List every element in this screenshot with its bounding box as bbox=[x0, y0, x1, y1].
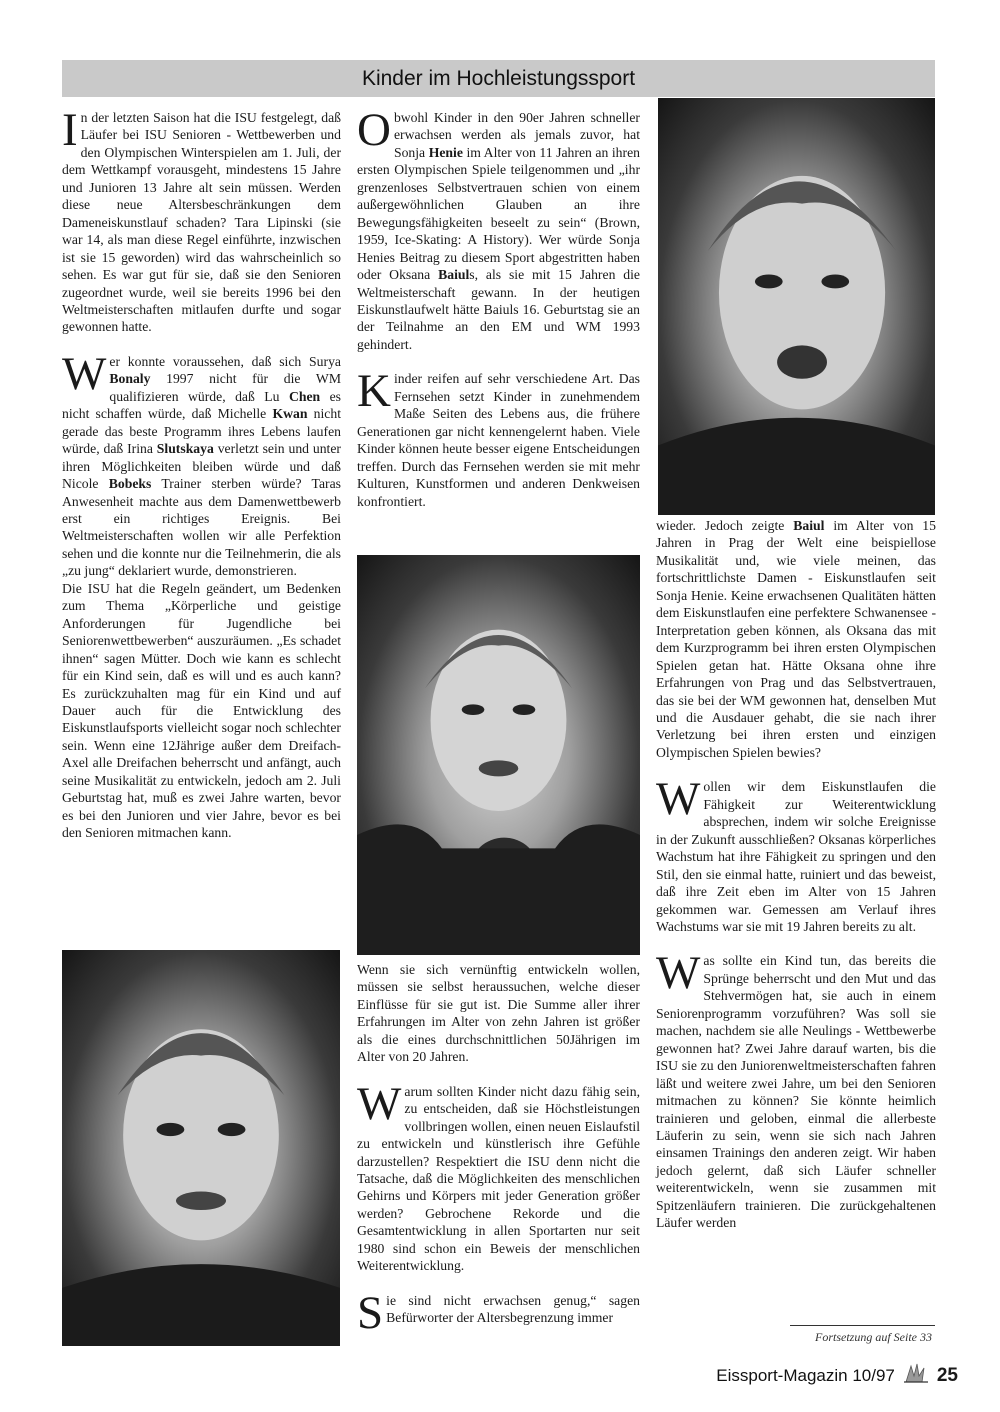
bold-name: Kwan bbox=[272, 406, 308, 422]
drop-cap: O bbox=[357, 104, 391, 156]
text-run: n der letzten Saison hat die ISU festgelegt, daß Läufer bei ISU Senioren - Wettbewerben und den Olympischen Winterspielen am 1. Juli, der dem Wettkampf vorausgeht, mindestens 15 Jahre und Junioren 13 Jahre alt sein müssen. Werden diese neue Altersbeschränkungen dem Dameneiskunstlauf schaden? Tara Lipinski (sie war 14, als man diese Regel einführte, inzwischen ist sie 15 geworden) wird das wahrscheinlich so sehen. Es war gut für sie, daß sie den Senioren zugeordnet wurde, weil sie bereits 1996 bei den Weltmeisterschaften mitlaufen durfte und sogar gewonnen hatte. bbox=[62, 110, 341, 335]
bold-name: Henie bbox=[428, 144, 463, 160]
continuation-note: Fortsetzung auf Seite 33 bbox=[815, 1330, 932, 1344]
text-run: s, als sie mit 15 Jahren die Weltmeisterschaft gewann. In der heutigen Eiskunstlaufwelt hätte Baiuls 16. Geburtstag sie an der Teilnahme an den EM und WM 1993 gehindert. bbox=[357, 267, 640, 352]
drop-cap: W bbox=[357, 1077, 402, 1130]
text-run: Die ISU hat die Regeln geändert, um Bedenken zum Thema „Körperliche und geistige Anforderungen für Jugendliche bei Seniorenwettbewerben“ auszuräumen. „Es schadet ihnen“ sagen Mütter. Doch wie kann es schlecht für ein Kind sein, daß es will und es auch kann? Es zurückzuhalten mag für ein Kind und auf Dauer auch für die Entwicklung des Eiskunstlaufsports vielleicht sogar noch schlechter sein. Wenn eine 12Jährige außer dem Dreifach-Axel alle Dreifachen beherrscht und anfängt, auch seine Musikalität zu entwickeln, jedoch am 2. Juli Geburtstag hat, muß es zwei Jahre warten, bevor es bei den Junioren und vier Jahre, bevor es bei den Senioren mitmachen kann. bbox=[62, 580, 341, 841]
text-run: verletzt sein und unter ihren Möglichkeiten bleiben würde und daß Nicole bbox=[62, 441, 341, 492]
paragraph bbox=[62, 580, 341, 842]
paragraph bbox=[656, 773, 936, 935]
text-run: wieder. Jedoch zeigte bbox=[656, 518, 794, 533]
drop-cap: W bbox=[656, 773, 701, 826]
article-title: Kinder im Hochleistungssport bbox=[361, 66, 636, 90]
drop-cap: W bbox=[656, 947, 701, 1000]
paragraph bbox=[357, 961, 640, 1066]
text-run: inder reifen auf sehr verschiedene Art. Das Fernsehen setzt Kinder in zunehmendem Maße Seiten des Lebens aus, die frühere Generationen gar nicht kennengelernt haben. Viele Kinder können heute besser eigene Entscheidungen treffen. Durch das Fernsehen werden sie mit mehr Kulturen, Kunstformen und anderen Denkweisen konfrontiert. bbox=[357, 371, 640, 509]
paragraph bbox=[656, 517, 936, 761]
page-footer bbox=[716, 1362, 958, 1389]
bold-name: Chen bbox=[288, 388, 321, 404]
paragraph bbox=[62, 347, 342, 580]
magazine-issue: Eissport-Magazin 10/97 bbox=[716, 1365, 895, 1385]
drop-cap: K bbox=[357, 365, 391, 418]
text-run: bwohl Kinder in den 90er Jahren schneller erwachsen werden als jemals zuvor, hat Sonja bbox=[393, 110, 640, 160]
text-run: arum sollten Kinder nicht dazu fähig sein, zu entscheiden, daß sie Höchstleistungen vollbringen wollen, einen neuen Eislaufstil zu entwickeln und künstlerisch ihre Gefühle darzustellen? Respektiert die ISU denn nicht die Tatsache, daß die Möglichkeiten des menschlichen Gehirns und Körpers mit jeder Generation größer werden? Gebrochene Rekorde und die Gesamtentwicklung in allen Sportarten nur seit 1980 sind schon ein Beweis der menschlichen Weiterentwicklung. bbox=[357, 1083, 640, 1274]
text-run: ollen wir dem Eiskunstlaufen die Fähigkeit zur Weiterentwicklung absprechen, indem wir solche Ereignisse in der Zukunft ausschließen? Oksanas körperliches Wachstum hat ihre Fähigkeit zu springen und den Stil, den sie einmal hatte, ruiniert und das beweist, daß ihre Zeit eben im Alter von 15 Jahren gekommen war. Gemessen am Verlauf ihres Wachstums war sie mit 19 Jahren bereits zu alt. bbox=[656, 779, 936, 934]
drop-cap: S bbox=[357, 1286, 384, 1339]
skate-logo-icon bbox=[903, 1362, 929, 1389]
skater-portrait-photo-center bbox=[357, 555, 640, 955]
paragraph bbox=[357, 1077, 640, 1275]
column-1-text bbox=[62, 104, 342, 859]
text-run: 1997 nicht für die WM qualifizieren würde, daß Lu bbox=[109, 371, 341, 404]
text-run: ie sind nicht erwachsen genug,“ sagen Befürworter der Altersbegrenzung immer bbox=[386, 1292, 640, 1326]
continuation-rule bbox=[790, 1325, 935, 1326]
text-run: Trainer sterben würde? Taras Anwesenheit machte aus dem Damenwettbewerb erst ein richtiges Ereignis. Bei Weltmeisterschaften wollen wir alle Perfektion sehen und die konnte nur die Teilnehmerin, die als „zu jung“ deklariert wurde, demonstrieren. bbox=[62, 476, 341, 579]
skater-portrait-photo-top-right bbox=[658, 98, 935, 515]
paragraph bbox=[62, 104, 341, 336]
bold-name: Bonaly bbox=[109, 371, 151, 387]
text-run: es nicht schaffen würde, daß Michelle bbox=[62, 388, 341, 422]
bold-name: Bobeks bbox=[108, 476, 152, 492]
text-run: as sollte ein Kind tun, das bereits die Sprünge beherrscht und den Mut und das Stehvermögen hat, sie auch in einem Seniorenprogramm vorzuführen? Was soll sie machen, nachdem sie alle Neulings - Wettbewerbe gewonnen hat? Zwei Jahre darauf warten, bis die ISU sie zu den Juniorenweltmeisterschaften fahren läßt und weitere zwei Jahre, um bei den Senioren mitmachen zu können? Sie könnte heimlich trainieren und geloben, einmal die allerbeste Läuferin zu sein, wenn sie sich nach Jahren einsamen Trainings den anderen zeigt. Wir haben jedoch gelernt, daß sich Läufer schneller weiterentwickeln, wenn sie zusammen mit Spitzenläufern trainieren. Die zurückgehaltenen Läufer werden bbox=[656, 953, 936, 1231]
paragraph bbox=[357, 104, 640, 353]
drop-cap: I bbox=[62, 104, 78, 156]
text-run: er konnte voraussehen, daß sich Surya bbox=[109, 353, 341, 369]
bold-name: Baiul bbox=[793, 518, 825, 533]
paragraph bbox=[357, 365, 640, 510]
column-2-lower-text bbox=[357, 961, 640, 1344]
paragraph bbox=[656, 947, 936, 1231]
column-2-text bbox=[357, 104, 640, 527]
drop-cap: W bbox=[62, 347, 107, 400]
text-run: Wenn sie sich vernünftig entwickeln wollen, müssen sie selbst heraussuchen, welche dieser Einflüsse für sie gut ist. Die Summe aller ihrer Erfahrungen im Alter von zehn Jahren ist größer als die eines durchschnittlichen 50Jährigen im Alter von 20 Jahren. bbox=[357, 962, 640, 1065]
text-run: im Alter von 15 Jahren in Prag der Welt eine beispiellose Musikalität und, wie viele meinen, das fortschrittlichste Damen - Eiskunstlaufen seit Sonja Henie. Keine erwachsenen Qualitäten hätten dem Eiskunstlaufen eine perfektere Schwanensee - Interpretation geben können, als Oksana das mit dem Kurzprogramm bei ihren ersten Olympischen Spielen getan hat. Hätte Oksana ohne ihre Erfahrungen von Prag und das Selbstvertrauen, das sie bei der WM gewonnen hat, denselben Mut und die Ausdauer gehabt, die sie nach ihrer Verletzung bei ihren ersten und einzigen Olympischen Spielen bewies? bbox=[656, 518, 936, 760]
skater-portrait-photo-bottom-left bbox=[62, 950, 340, 1346]
text-run: im Alter von 11 Jahren an ihren ersten Olympischen Spiele teilgenommen und „ihr grenzenloses Selbstvertrauen schien von einem außergewöhnlichen Glauben an ihre Bewegungsfähigkeiten beseelt zu sein“ (Brown, 1959, Ice-Skating: A History). Wer würde Sonja Henies Beitrag zu diesem Sport abgestritten haben oder Oksana bbox=[357, 144, 640, 283]
text-run: nicht gerade das beste Programm ihres Lebens laufen würde, daß Irina bbox=[62, 406, 342, 457]
paragraph bbox=[357, 1286, 640, 1339]
column-3-text bbox=[656, 517, 936, 1249]
article-title-bar bbox=[62, 60, 935, 97]
page-number: 25 bbox=[936, 1364, 958, 1386]
bold-name: Slutskaya bbox=[156, 441, 214, 457]
bold-name: Baiul bbox=[438, 267, 470, 283]
